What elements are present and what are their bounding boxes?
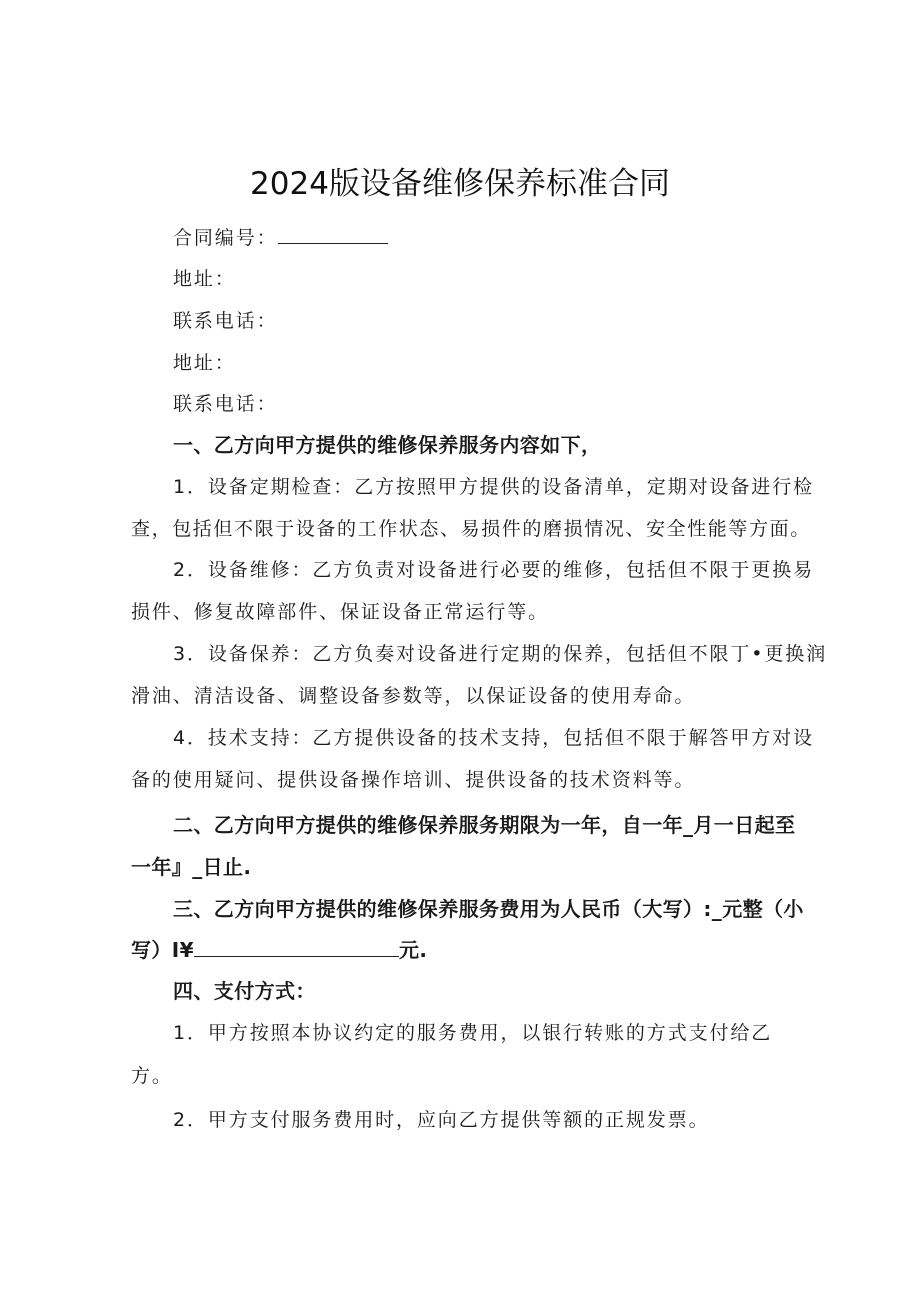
section3-line2: [131, 936, 427, 963]
section4-heading: 四、支付方式：: [173, 979, 316, 1003]
section1-item2-line2: 损件、修复故障部件、保证设备正常运行等。: [131, 601, 550, 623]
phone-label-1: 联系电话：: [173, 310, 278, 332]
phone-label-2: 联系电话：: [173, 393, 278, 415]
section2-line1: 二、乙方向甲方提供的维修保养服务期限为一年，自一年_月一日起至: [173, 813, 796, 837]
section1-item2-line1: 2．设备维修：乙方负责对设备进行必要的维修，包括但不限于更换易: [173, 559, 814, 581]
section1-item1-line1: 1．设备定期检查：乙方按照甲方提供的设备清单，定期对设备进行检: [173, 476, 814, 498]
contract-number-label: 合同编号：: [173, 227, 278, 249]
section3-line1: 三、乙方向甲方提供的维修保养服务费用为人民币（大写）:_元整（小: [173, 897, 804, 921]
section4-item2-line1: 2．甲方支付服务费用时，应向乙方提供等额的正规发票。: [173, 1109, 710, 1131]
section1-heading: 一、乙方向甲方提供的维修保养服务内容如下，: [173, 433, 602, 457]
section1-item3-line2: 滑油、清洁设备、调整设备参数等，以保证设备的使用寿命。: [131, 685, 696, 707]
section1-item4-line1: 4．技术支持：乙方提供设备的技术支持，包括但不限于解答甲方对设: [173, 727, 814, 749]
section1-item1-line2: 查，包括但不限于设备的工作状态、易损件的磨损情况、安全性能等方面。: [131, 518, 811, 540]
amount-blank: [194, 936, 399, 957]
document-title: 2024版设备维修保养标准合同: [250, 166, 670, 202]
address-label-1: 地址：: [173, 268, 236, 290]
section1-item4-line2: 备的使用疑问、提供设备操作培训、提供设备的技术资料等。: [131, 769, 696, 791]
contract-number-blank: [278, 225, 388, 244]
section3-line2-suffix: 元.: [398, 938, 428, 962]
section2-line2: 一年』_日止.: [131, 855, 252, 879]
section3-line2-prefix: 写）I¥: [131, 938, 194, 962]
contract-number-field: [173, 225, 388, 251]
address-label-2: 地址：: [173, 352, 236, 374]
section4-item1-line2: 方。: [131, 1065, 173, 1087]
section1-item3-line1: 3．设备保养：乙方负奏对设备进行定期的保养，包括但不限丁•更换润: [173, 643, 828, 665]
section4-item1-line1: 1．甲方按照本协议约定的服务费用，以银行转账的方式支付给乙: [173, 1022, 773, 1044]
